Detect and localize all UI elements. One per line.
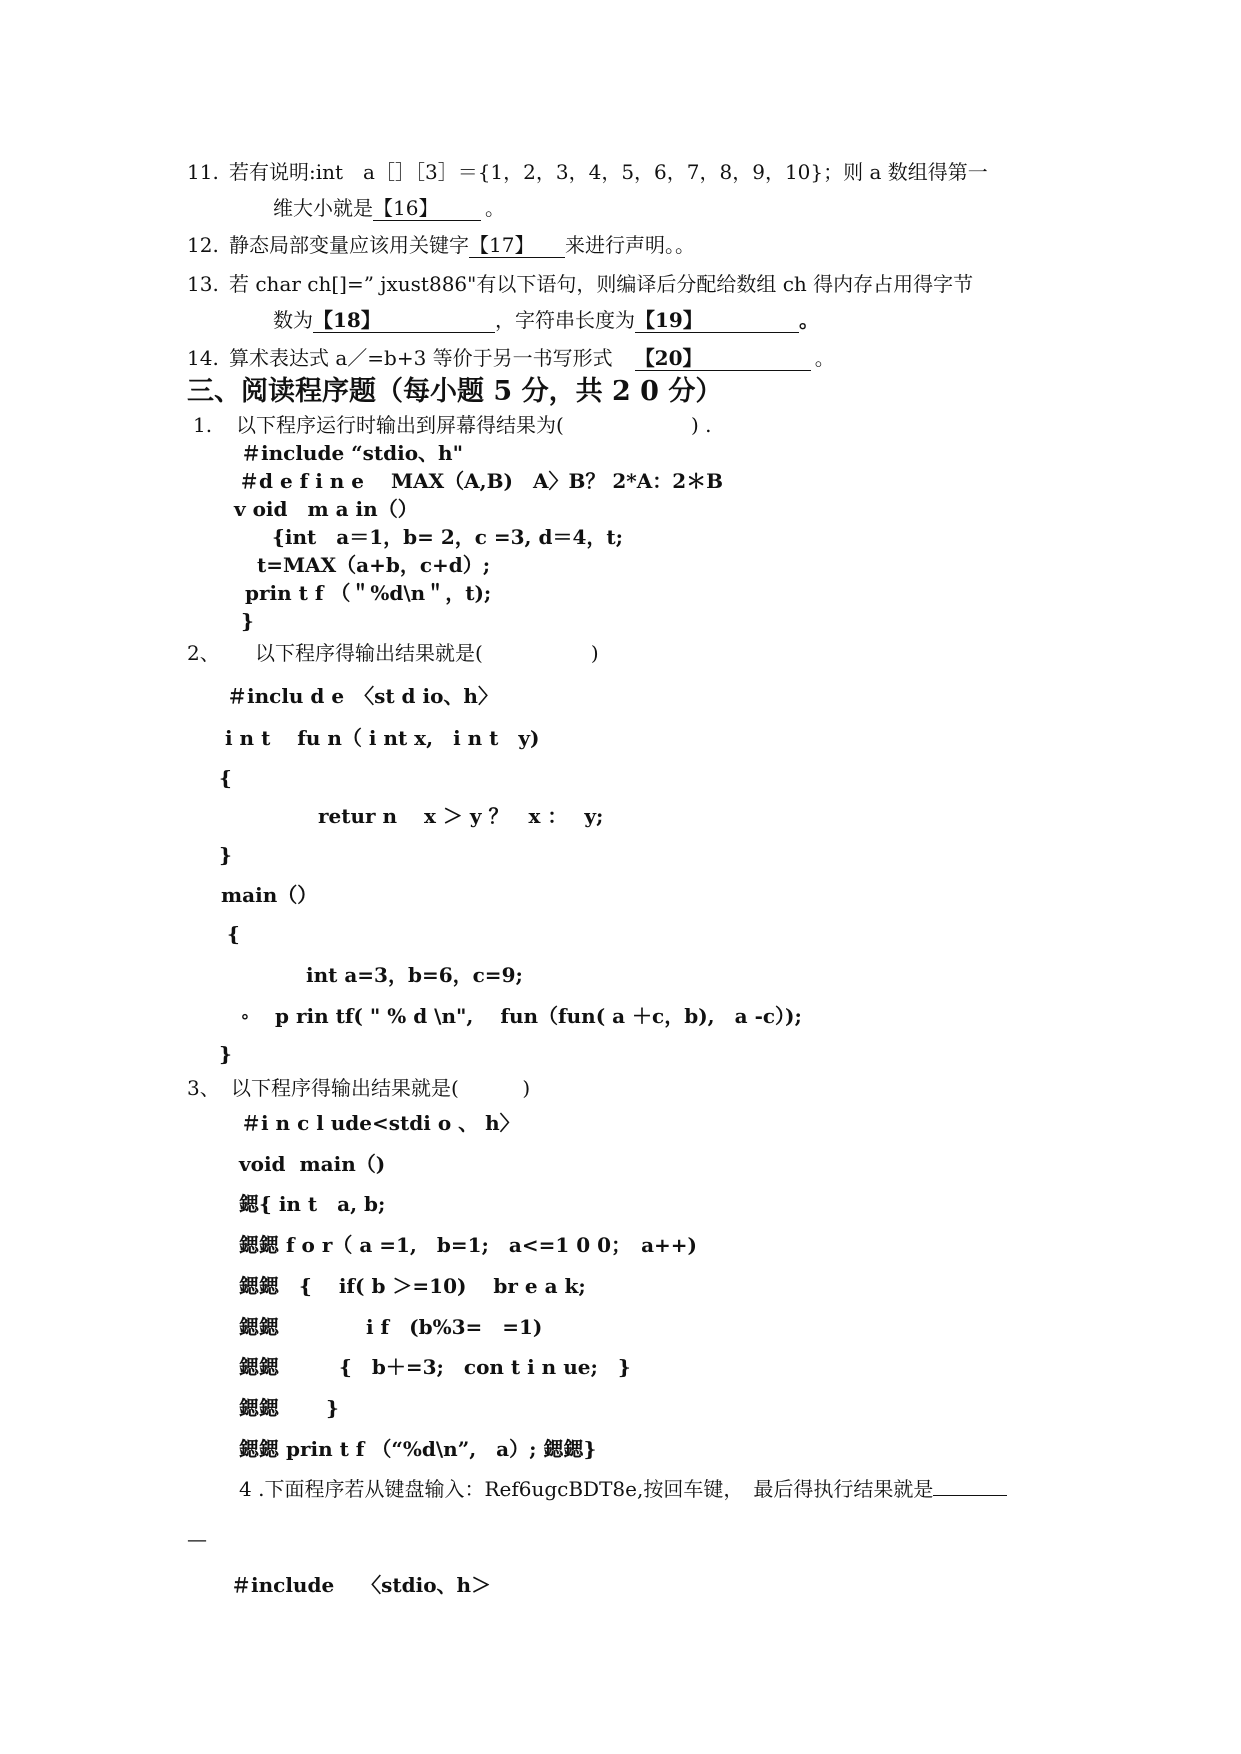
q13-blank-19: 【19】 xyxy=(635,308,799,333)
q12-pre: 静态局部变量应该用关键字 xyxy=(229,233,469,257)
p2-code-line-8: int a=3，b=6，c=9; xyxy=(306,963,523,987)
q12-line xyxy=(229,233,695,258)
p1-number: 1. xyxy=(193,413,213,437)
p3-code-line-6: 鍶鍶 i f (b%3= =1) xyxy=(239,1315,543,1339)
p1-code-line-5: t=MAX（a+b，c+d）; xyxy=(257,553,491,577)
q11-line2 xyxy=(273,196,505,221)
q14-blank: 【20】 xyxy=(635,346,811,371)
q13-blank-18: 【18】 xyxy=(313,308,495,333)
q12-blank: 【17】 xyxy=(469,233,565,258)
q13-line1: 若 char ch[]=” jxust886"有以下语句，则编译后分配给数组 ch 得内存占用得字节 xyxy=(229,272,974,296)
p3-code-line-4: 鍶鍶 f o r（ a =1, b=1; a<=1 0 0； a++) xyxy=(239,1233,698,1257)
p3-number: 3、 xyxy=(187,1076,220,1100)
p2-number: 2、 xyxy=(187,641,220,665)
q13-mid: ，字符串长度为 xyxy=(495,308,635,332)
q11-line1: 若有说明:int a［］［3］＝{1，2，3，4，5，6，7，8，9，10}；则 a 数组得第一 xyxy=(229,160,988,184)
q14-pre: 算术表达式 a／=b+3 等价于另一书写形式 xyxy=(229,346,613,370)
p3-code-line-8: 鍶鍶 } xyxy=(239,1396,339,1420)
p2-code-line-1: ＃inclu d e 〈st d io、h〉 xyxy=(227,684,498,708)
q13-number: 13. xyxy=(187,272,219,296)
p1-prompt: 以下程序运行时输出到屏幕得结果为( ) . xyxy=(236,413,712,437)
p2-code-line-7: { xyxy=(227,922,240,946)
p2-code-line-9: p rin tf( " % d \n", fun（fun( a ＋c，b), a -c）); xyxy=(275,1004,802,1028)
q11-blank: 【16】 xyxy=(373,196,481,221)
p3-prompt: 以下程序得输出结果就是( ) xyxy=(231,1076,531,1100)
q14-number: 14. xyxy=(187,346,219,370)
q11-number: 11. xyxy=(187,160,219,184)
p2-stray-mark: ∘ xyxy=(240,1004,250,1028)
q13-post: 。 xyxy=(799,308,819,332)
p4-dash: — xyxy=(187,1527,207,1551)
p1-code-line-1: ＃include “stdio、h" xyxy=(241,441,464,465)
p3-code-line-7: 鍶鍶 { b＋=3; con t i n ue; } xyxy=(239,1355,631,1379)
p1-code-line-7: } xyxy=(241,609,254,633)
p2-code-line-2: i n t fu n（ i nt x, i n t y) xyxy=(225,726,540,750)
q12-number: 12. xyxy=(187,233,219,257)
q12-post: 来进行声明。。 xyxy=(565,233,695,257)
p4-code-line-1: ＃include 〈stdio、h＞ xyxy=(231,1573,492,1597)
p2-code-line-4: retur n x ＞ y ？ x ： y; xyxy=(318,804,604,828)
q14-line xyxy=(229,346,835,371)
p1-code-line-2: ＃d e f i n e MAX（A,B) A〉B？ 2*A：2＊B xyxy=(239,469,724,493)
p4-answer-blank xyxy=(933,1475,1007,1496)
q11-line2-post: 。 xyxy=(485,196,505,220)
p1-code-line-3: v oid m a in（） xyxy=(234,497,418,521)
p2-code-line-5: } xyxy=(219,843,232,867)
q11-line2-pre: 维大小就是 xyxy=(273,196,373,220)
p2-code-line-6: main（） xyxy=(221,883,318,907)
p3-code-line-1: ＃i n c l ude<stdi o 、 h〉 xyxy=(241,1111,520,1135)
p1-code-line-6: prin t f （＂%d\n＂，t); xyxy=(245,581,492,605)
p3-code-line-5: 鍶鍶 { if( b ＞=10) br e a k; xyxy=(239,1274,586,1298)
q13-line2 xyxy=(273,308,819,333)
p2-code-line-3: { xyxy=(219,766,232,790)
p1-code-line-4: {int a＝1，b= 2，c =3, d＝4，t; xyxy=(272,525,623,549)
p3-code-line-2: void main（) xyxy=(239,1152,386,1176)
p3-code-line-3: 鍶{ in t a, b; xyxy=(239,1192,386,1216)
p2-code-line-10: } xyxy=(219,1042,232,1066)
p2-prompt: 以下程序得输出结果就是( ) xyxy=(255,641,599,665)
p3-code-line-9: 鍶鍶 prin t f （“%d\n”, a）; 鍶鍶} xyxy=(239,1437,597,1461)
q13-line2-pre: 数为 xyxy=(273,308,313,332)
q14-post: 。 xyxy=(814,346,835,370)
p4-prompt-text: 4 .下面程序若从键盘输入：Ref6ugcBDT8e,按回车键， 最后得执行结果就是 xyxy=(239,1477,934,1501)
p4-prompt xyxy=(239,1475,1007,1501)
section3-heading: 三、阅读程序题（每小题 5 分，共 2 0 分） xyxy=(187,376,723,407)
